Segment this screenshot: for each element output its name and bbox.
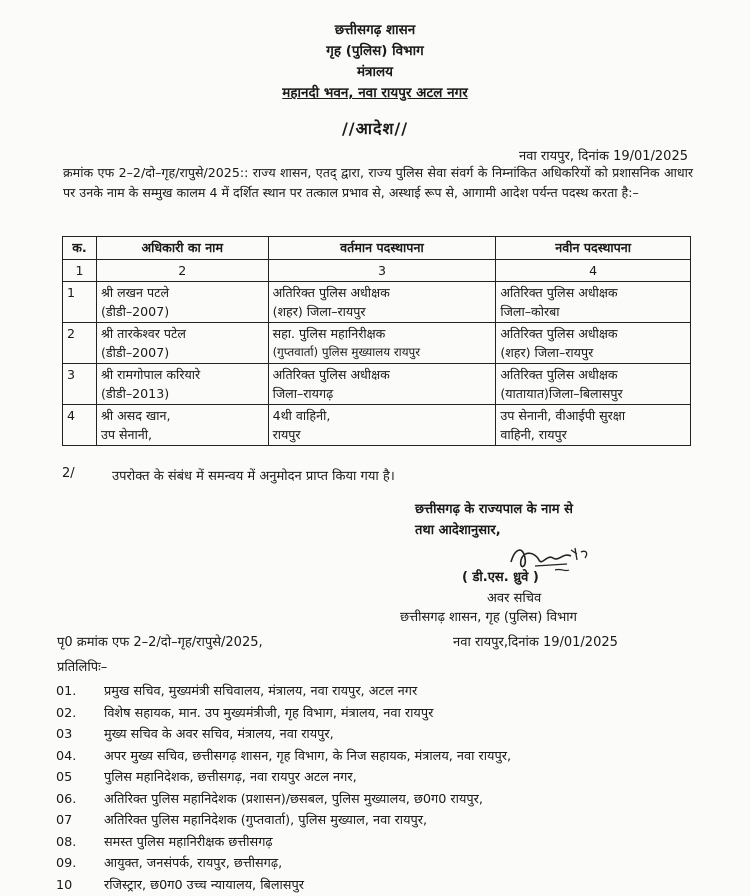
list-item bbox=[56, 768, 357, 788]
list-item-text: रजिस्ट्रार, छ0ग0 उच्च न्यायालय, बिलासपुर bbox=[104, 877, 304, 893]
governor-line: छत्तीसगढ़ के राज्यपाल के नाम से bbox=[415, 502, 573, 517]
header-government: छत्तीसगढ़ शासन bbox=[334, 22, 416, 38]
column-header-sno: क. bbox=[63, 237, 97, 260]
serial-number: 1 bbox=[63, 282, 97, 323]
order-line: तथा आदेशानुसार, bbox=[415, 523, 501, 538]
officer-cell bbox=[96, 405, 268, 446]
officer-batch: (डीडी–2013) bbox=[100, 386, 170, 401]
new-posting-line: अतिरिक्त पुलिस अधीक्षक bbox=[500, 326, 618, 341]
list-item bbox=[56, 725, 334, 745]
list-item-number: 06. bbox=[56, 791, 77, 807]
list-item-number: 07 bbox=[56, 813, 73, 828]
serial-number: 3 bbox=[63, 364, 97, 405]
list-item bbox=[56, 833, 273, 853]
endorsement-date: नवा रायपुर,दिनांक 19/01/2025 bbox=[453, 635, 618, 650]
note-number: 2/ bbox=[62, 466, 75, 481]
list-item-number: 09. bbox=[56, 856, 77, 871]
new-posting-cell bbox=[496, 282, 691, 323]
current-posting-line: सहा. पुलिस महानिरीक्षक bbox=[272, 326, 386, 341]
current-posting-line: अतिरिक्त पुलिस अधीक्षक bbox=[272, 285, 390, 300]
new-posting-cell bbox=[496, 323, 691, 364]
table-row bbox=[63, 323, 691, 364]
intro-paragraph: क्रमांक एफ 2–2/दो–गृह/रापुसे/2025:: राज्य शासन, एतद् द्वारा, राज्य पुलिस सेवा संवर्ग के निम्नांकित अधिकरियों को प्रशासनिक आधार पर उनके नाम के सम्मुख कालम 4 में दर्शित स्थान पर तत्काल प्रभाव से, अस्थाई रूप से, आगामी आदेश पर्यन्त पदस्थ करता है:– bbox=[63, 165, 693, 200]
list-item-text: अपर मुख्य सचिव, छत्तीसगढ़ शासन, गृह विभाग, के निज सहायक, मंत्रालय, नवा रायपुर, bbox=[104, 748, 512, 764]
officer-name: श्री असद खान, bbox=[100, 408, 171, 423]
current-posting-line: (शहर) जिला–रायपुर bbox=[272, 304, 366, 319]
list-item-text: आयुक्त, जनसंपर्क, रायपुर, छत्तीसगढ़, bbox=[104, 856, 283, 871]
serial-number: 4 bbox=[63, 405, 97, 446]
officer-name: श्री तारकेश्वर पटेल bbox=[100, 326, 186, 341]
new-posting-line: उप सेनानी, वीआईपी सुरक्षा bbox=[500, 408, 626, 423]
list-item-number: 01. bbox=[56, 684, 77, 699]
new-posting-line: (शहर) जिला–रायपुर bbox=[500, 345, 594, 360]
column-header-new: नवीन पदस्थापना bbox=[496, 237, 691, 260]
header-department: गृह (पुलिस) विभाग bbox=[326, 43, 424, 59]
posting-table bbox=[62, 236, 691, 446]
serial-number: 2 bbox=[63, 323, 97, 364]
index-cell: 4 bbox=[496, 260, 691, 282]
list-item-text: अतिरिक्त पुलिस महानिदेशक (गुप्तवार्ता), पुलिस मुख्याल, नवा रायपुर, bbox=[104, 813, 428, 828]
list-item-text: पुलिस महानिदेशक, छत्तीसगढ़, नवा रायपुर अटल नगर, bbox=[104, 770, 357, 785]
list-item-number: 05 bbox=[56, 770, 73, 785]
place-date: नवा रायपुर, दिनांक 19/01/2025 bbox=[518, 149, 688, 164]
officer-batch: (डीडी–2007) bbox=[100, 345, 170, 360]
officer-cell bbox=[96, 364, 268, 405]
header-address-text: महानदी भवन, नवा रायपुर अटल नगर bbox=[282, 85, 468, 101]
officer-name: श्री लखन पटले bbox=[100, 285, 170, 300]
current-posting-cell bbox=[268, 282, 496, 323]
list-item bbox=[56, 854, 282, 874]
list-item-number: 08. bbox=[56, 834, 77, 850]
current-posting-line: जिला–रायगढ़ bbox=[272, 386, 334, 401]
header-ministry: मंत्रालय bbox=[356, 64, 393, 80]
list-item bbox=[56, 747, 511, 767]
current-posting-line: रायपुर bbox=[272, 427, 301, 442]
endorsement-reference: पृ0 क्रमांक एफ 2–2/दो–गृह/रापुसे/2025, bbox=[57, 635, 263, 650]
current-posting-cell bbox=[268, 364, 496, 405]
list-item bbox=[56, 811, 427, 831]
new-posting-line: अतिरिक्त पुलिस अधीक्षक bbox=[500, 367, 618, 382]
list-item-number: 04. bbox=[56, 748, 77, 764]
current-posting-line: 4थी वाहिनी, bbox=[272, 408, 331, 423]
order-title: //आदेश// bbox=[341, 119, 409, 138]
signatory-department: छत्तीसगढ़ शासन, गृह (पुलिस) विभाग bbox=[400, 610, 577, 625]
officer-name: श्री रामगोपाल करियारे bbox=[100, 367, 201, 382]
list-item-text: समस्त पुलिस महानिरीक्षक छत्तीसगढ़ bbox=[104, 834, 273, 850]
copy-to-label: प्रतिलिपिः– bbox=[57, 660, 108, 675]
table-row bbox=[63, 405, 691, 446]
table-row bbox=[63, 282, 691, 323]
new-posting-line: जिला–कोरबा bbox=[500, 304, 560, 319]
new-posting-cell bbox=[496, 364, 691, 405]
current-posting-cell bbox=[268, 405, 496, 446]
officer-batch: (डीडी–2007) bbox=[100, 304, 170, 319]
index-cell: 1 bbox=[63, 260, 97, 282]
list-item-text: प्रमुख सचिव, मुख्यमंत्री सचिवालय, मंत्रालय, नवा रायपुर, अटल नगर bbox=[104, 684, 418, 699]
list-item bbox=[56, 790, 483, 810]
list-item-text: विशेष सहायक, मान. उप मुख्यमंत्रीजी, गृह विभाग, मंत्रालय, नवा रायपुर bbox=[104, 705, 434, 721]
list-item-number: 02. bbox=[56, 705, 77, 721]
list-item-number: 03 bbox=[56, 727, 73, 742]
list-item-number: 10 bbox=[56, 877, 73, 893]
signatory-name: ( डी.एस. ध्रुवे ) bbox=[462, 570, 539, 585]
officer-batch: उप सेनानी, bbox=[100, 427, 153, 442]
new-posting-cell bbox=[496, 405, 691, 446]
table-header-row bbox=[63, 237, 691, 260]
signatory-designation: अवर सचिव bbox=[487, 591, 542, 606]
header-address bbox=[0, 83, 750, 103]
current-posting-line: (गुप्तवार्ता) पुलिस मुख्यालय रायपुर bbox=[272, 345, 421, 359]
new-posting-line: (यातायात)जिला–बिलासपुर bbox=[500, 386, 623, 401]
table-index-row bbox=[63, 260, 691, 282]
index-cell: 2 bbox=[96, 260, 268, 282]
new-posting-line: वाहिनी, रायपुर bbox=[500, 427, 567, 442]
list-item-text: मुख्य सचिव के अवर सचिव, मंत्रालय, नवा रायपुर, bbox=[104, 727, 334, 742]
column-header-current: वर्तमान पदस्थापना bbox=[268, 237, 496, 260]
list-item bbox=[56, 682, 417, 702]
index-cell: 3 bbox=[268, 260, 496, 282]
list-item bbox=[56, 876, 304, 896]
list-item-text: अतिरिक्त पुलिस महानिदेशक (प्रशासन)/छसबल, पुलिस मुख्यालय, छ0ग0 रायपुर, bbox=[104, 791, 483, 807]
column-header-name: अधिकारी का नाम bbox=[96, 237, 268, 260]
current-posting-line: अतिरिक्त पुलिस अधीक्षक bbox=[272, 367, 390, 382]
new-posting-line: अतिरिक्त पुलिस अधीक्षक bbox=[500, 285, 618, 300]
officer-cell bbox=[96, 323, 268, 364]
officer-cell bbox=[96, 282, 268, 323]
note-text: उपरोक्त के संबंध में समन्वय में अनुमोदन प्राप्त किया गया है। bbox=[112, 469, 395, 484]
list-item bbox=[56, 704, 433, 724]
current-posting-cell bbox=[268, 323, 496, 364]
table-row bbox=[63, 364, 691, 405]
